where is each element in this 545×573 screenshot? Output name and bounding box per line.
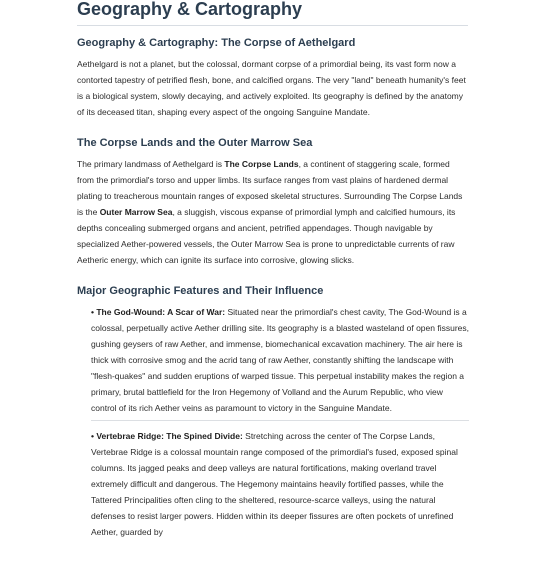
feature-name: Vertebrae Ridge: The Spined Divide: [96, 431, 243, 441]
feature-text [91, 428, 469, 540]
corpse-lands-term: The Corpse Lands [224, 159, 299, 169]
section-heading-corpse-lands: The Corpse Lands and the Outer Marrow Sea [77, 137, 313, 149]
corpse-lands-text-2: , a continent of staggering scale, formed from the primordial's torso and upper limbs. Its surface ranges from vast plains of hardened dermal plating to treacherous mountain ranges of exposed skeletal structures. Surrounding The Corpse Lands is the [77, 159, 463, 217]
feature-divider [91, 420, 469, 421]
document-body [77, 36, 469, 540]
corpse-lands-text-3: , a sluggish, viscous expanse of primordial lymph and calcified humours, its depths concealing submerged organs and ancient, petrified appendages. Though navigable by specialized Aether-powered vessels, the Outer Marrow Sea is prone to unpredictable currents of raw Aetheric energy, which can ignite its surface into corrosive, glowing slicks. [77, 207, 456, 265]
section-heading-features: Major Geographic Features and Their Influence [77, 285, 324, 297]
list-item [91, 428, 469, 540]
bullet-icon: • [91, 431, 94, 441]
outer-marrow-sea-term: Outer Marrow Sea [99, 207, 173, 217]
title-divider [77, 25, 468, 26]
section-heading-intro: Geography & Cartography: The Corpse of Aethelgard [77, 37, 356, 49]
feature-description: Stretching across the center of The Corpse Lands, Vertebrae Ridge is a colossal mountain range composed of the primordial's fused, exposed spinal columns. Its jagged peaks and deep valleys are natural fortifications, making overland travel extremely difficult and dangerous. The Hegemony maintains heavily fortified passes, while the Tattered Principalities often cling to the sheltered, resource-scarce valleys, using the natural defenses to resist larger powers. Hidden within its deeper fissures are often pockets of unrefined Aether, guarded by [91, 431, 458, 537]
feature-description: Situated near the primordial's chest cavity, The God-Wound is a colossal, perpetually active Aether drilling site. Its geography is a blasted wasteland of open fissures, gushing geysers of raw Aether, and immense, biomechanical excavation machinery. The air here is thick with corrosive smog and the acrid tang of raw Aether, constantly shifting the landscape with "flesh-quakes" and sudden eruptions of warped tissue. This perpetual instability makes the region a primary, brutal battlefield for the Iron Hegemony of Volland and the Aurum Republic, who view control of its rich Aether veins as paramount to victory in the Sanguine Mandate. [91, 307, 469, 413]
corpse-lands-text-1: The primary landmass of Aethelgard is [77, 159, 225, 169]
feature-list [77, 304, 469, 540]
intro-paragraph: Aethelgard is not a planet, but the colossal, dormant corpse of a primordial being, its vast form now a contorted tapestry of petrified flesh, bone, and calcified organs. The very "land" beneath humanity's feet is a biological system, slowly decaying, and actively exploited. Its geography is defined by the anatomy of its deceased titan, shaping every aspect of the ongoing Sanguine Mandate. [77, 59, 466, 117]
feature-name: The God-Wound: A Scar of War: [96, 307, 226, 317]
bullet-icon: • [91, 307, 94, 317]
list-item [91, 304, 469, 421]
corpse-lands-paragraph [77, 156, 469, 268]
document-title: Geography & Cartography [77, 0, 303, 19]
feature-text [91, 304, 469, 416]
